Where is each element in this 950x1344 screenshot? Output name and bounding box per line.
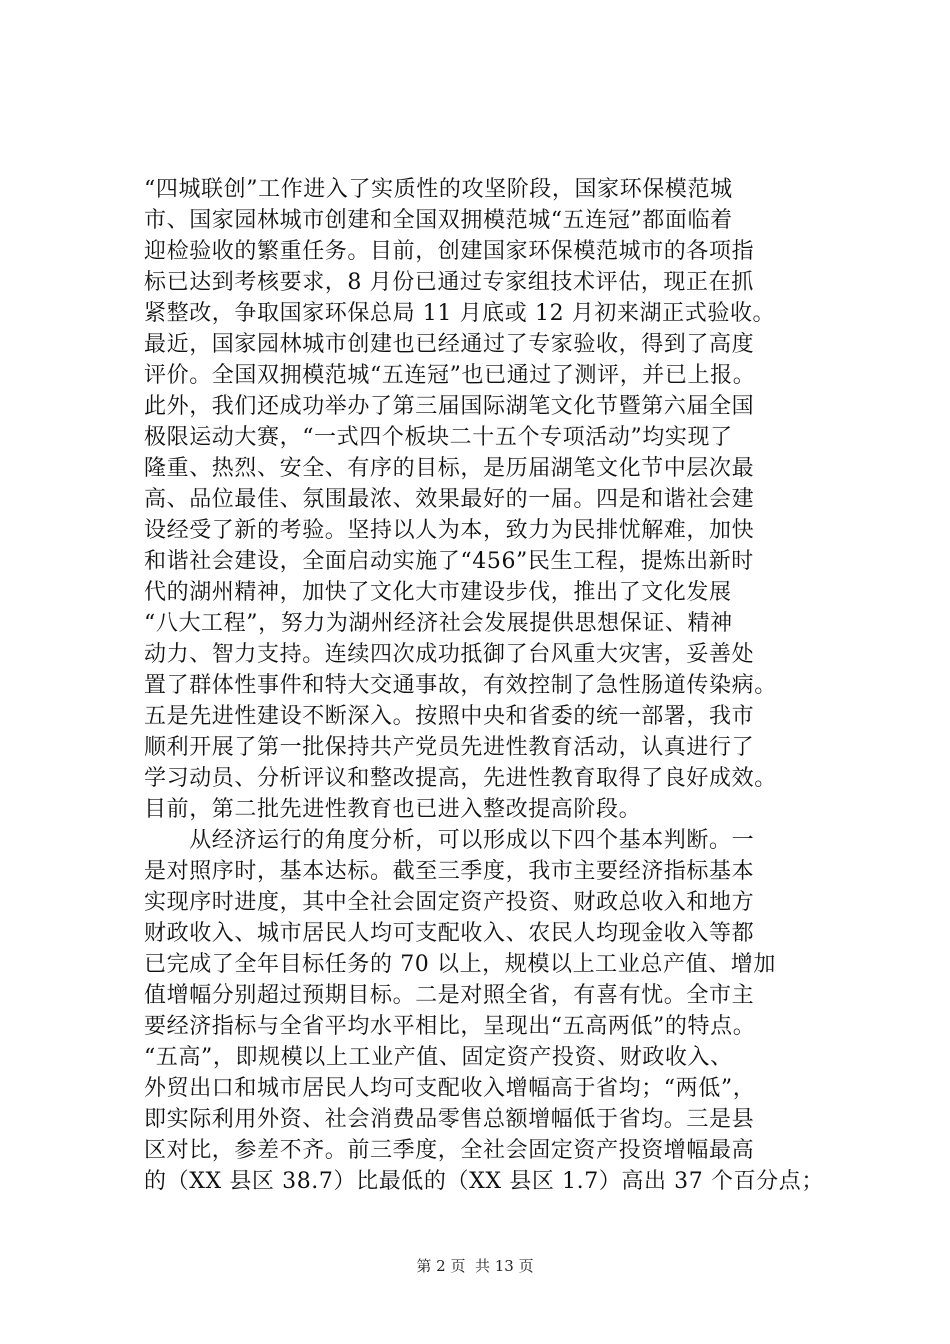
text-line: 五是先进性建设不断深入。按照中央和省委的统一部署，我市 xyxy=(144,704,755,729)
text-line: 顺利开展了第一批保持共产党员先进性教育活动，认真进行了 xyxy=(144,735,755,760)
text-line: 实现序时进度，其中全社会固定资产投资、财政总收入和地方 xyxy=(144,890,755,915)
text-line: 值增幅分别超过预期目标。二是对照全省，有喜有忧。全市主 xyxy=(144,983,755,1008)
text-line: 高、品位最佳、氛围最浓、效果最好的一届。四是和谐社会建 xyxy=(144,487,755,512)
text-line: 隆重、热烈、安全、有序的目标，是历届湖笔文化节中层次最 xyxy=(144,456,755,481)
text-line: 即实际利用外资、社会消费品零售总额增幅低于省均。三是县 xyxy=(144,1107,755,1132)
text-line: 市、国家园林城市创建和全国双拥模范城“五连冠”都面临着 xyxy=(144,208,733,233)
text-line: 从经济运行的角度分析，可以形成以下四个基本判断。一 xyxy=(144,828,755,853)
text-line: 财政收入、城市居民人均可支配收入、农民人均现金收入等都 xyxy=(144,921,755,946)
text-line: 此外，我们还成功举办了第三届国际湖笔文化节暨第六届全国 xyxy=(144,394,755,419)
text-line: 要经济指标与全省平均水平相比，呈现出“五高两低”的特点。 xyxy=(144,1014,756,1039)
text-line: 迎检验收的繁重任务。目前，创建国家环保模范城市的各项指 xyxy=(144,239,755,264)
text-line: 紧整改，争取国家环保总局 11 月底或 12 月初来湖正式验收。 xyxy=(144,301,776,326)
page-footer xyxy=(0,1256,950,1276)
page-number: 第 2 页 xyxy=(416,1257,466,1275)
text-line: 目前，第二批先进性教育也已进入整改提高阶段。 xyxy=(144,797,642,822)
text-line: 标已达到考核要求，8 月份已通过专家组技术评估，现正在抓 xyxy=(144,270,754,295)
text-line: 最近，国家园林城市创建也已经通过了专家验收，得到了高度 xyxy=(144,332,755,357)
text-line: 和谐社会建设，全面启动实施了“456”民生工程，提炼出新时 xyxy=(144,549,754,574)
text-line: 是对照序时，基本达标。截至三季度，我市主要经济指标基本 xyxy=(144,859,755,884)
text-line: 置了群体性事件和特大交通事故，有效控制了急性肠道传染病。 xyxy=(144,673,777,698)
text-line: “四城联创”工作进入了实质性的攻坚阶段，国家环保模范城 xyxy=(144,177,733,202)
footer-gap xyxy=(465,1257,475,1275)
text-line: 动力、智力支持。连续四次成功抵御了台风重大灾害，妥善处 xyxy=(144,642,755,667)
text-line: “八大工程”，努力为湖州经济社会发展提供思想保证、精神 xyxy=(144,611,733,636)
text-line: 区对比，参差不齐。前三季度，全社会固定资产投资增幅最高 xyxy=(144,1138,755,1163)
text-line: 的（XX 县区 38.7）比最低的（XX 县区 1.7）高出 37 个百分点； xyxy=(144,1169,824,1194)
body-text xyxy=(144,174,844,1197)
text-line: 外贸出口和城市居民人均可支配收入增幅高于省均；“两低”， xyxy=(144,1076,756,1101)
text-line: 代的湖州精神，加快了文化大市建设步伐，推出了文化发展 xyxy=(144,580,732,605)
text-line: “五高”，即规模以上工业产值、固定资产投资、财政收入、 xyxy=(144,1045,733,1070)
text-line: 已完成了全年目标任务的 70 以上，规模以上工业总产值、增加 xyxy=(144,952,776,977)
page-total: 共 13 页 xyxy=(475,1257,534,1275)
text-line: 学习动员、分析评议和整改提高，先进性教育取得了良好成效。 xyxy=(144,766,777,791)
text-line: 评价。全国双拥模范城“五连冠”也已通过了测评，并已上报。 xyxy=(144,363,756,388)
text-line: 极限运动大赛，“一式四个板块二十五个专项活动”均实现了 xyxy=(144,425,733,450)
text-line: 设经受了新的考验。坚持以人为本，致力为民排忧解难，加快 xyxy=(144,518,755,543)
